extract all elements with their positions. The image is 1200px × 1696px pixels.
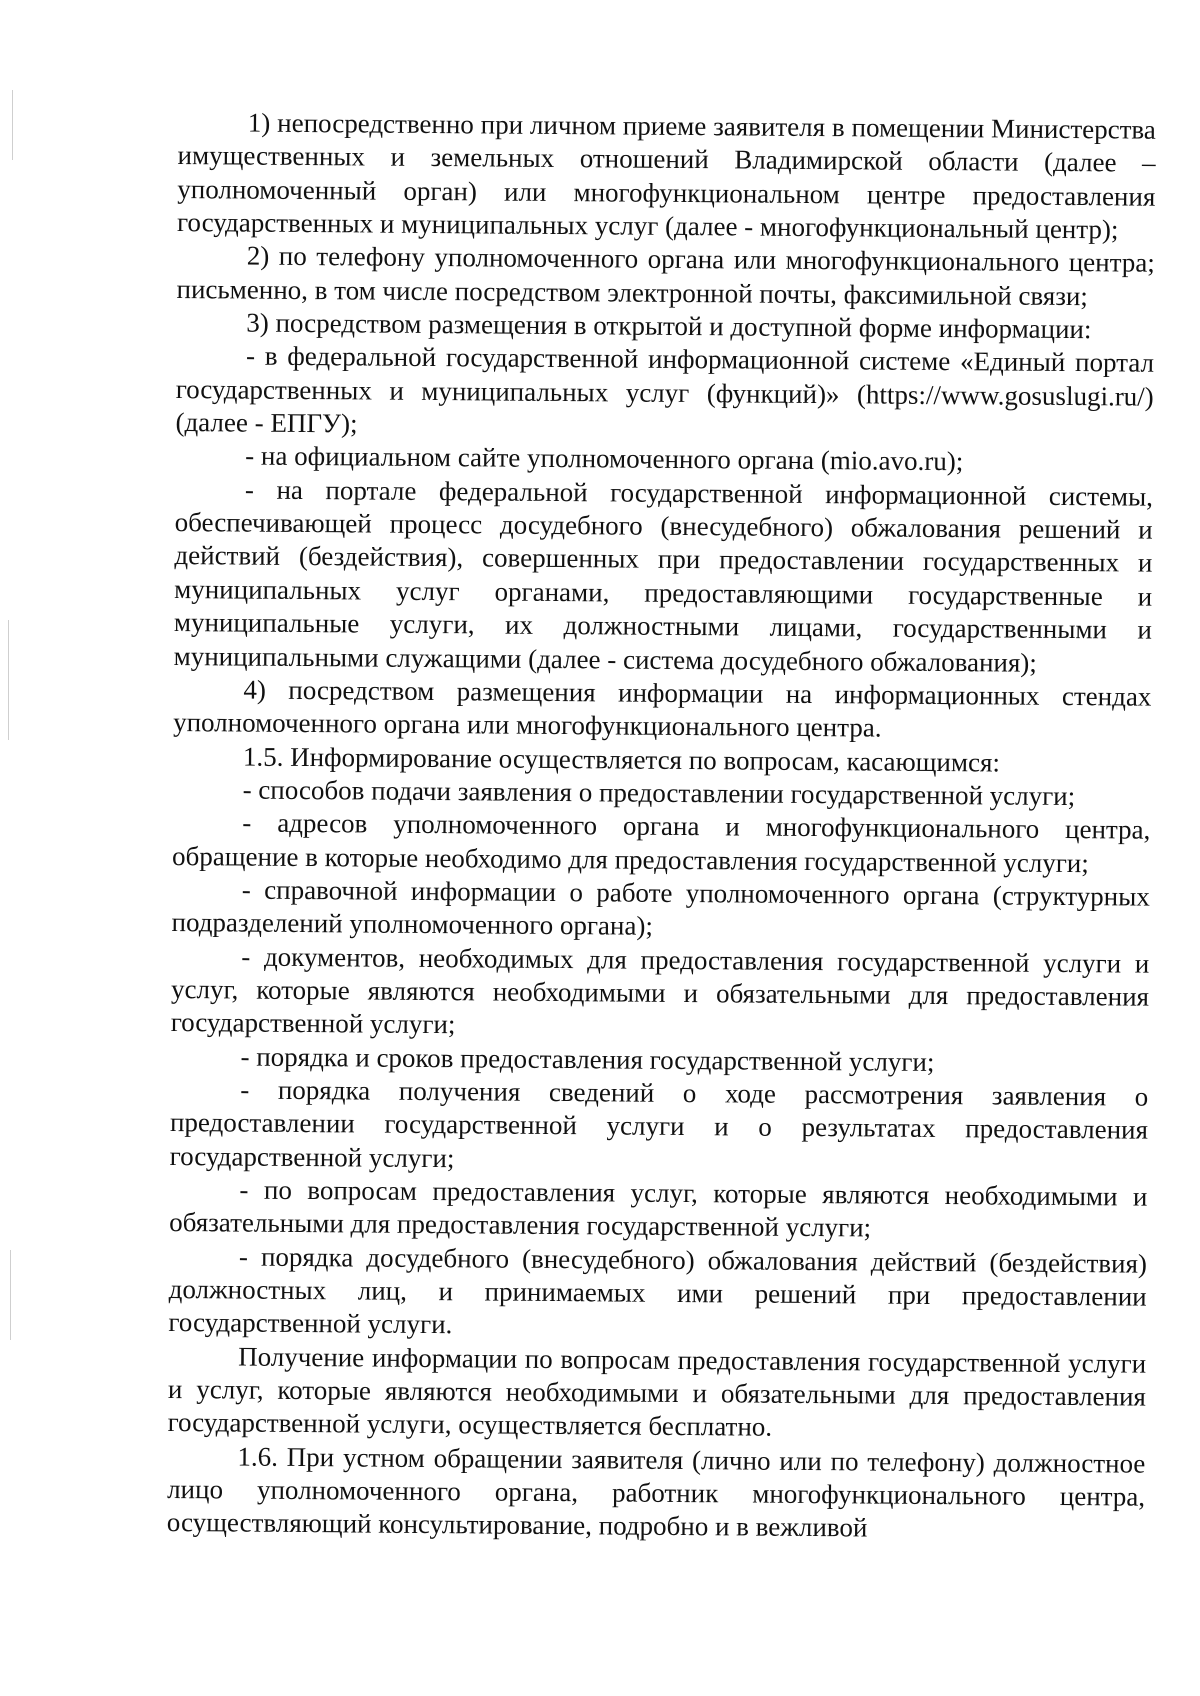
paragraph: - адресов уполномоченного органа и многофункционального центра, обращение в которые необходимо для предоставления государственной услуги; <box>171 807 1151 878</box>
paragraph: - способов подачи заявления о предоставлении государственной услуги; <box>242 774 1076 811</box>
scan-edge-mark <box>12 90 13 160</box>
paragraph: 2) по телефону уполномоченного органа или многофункционального центра; письменно, в том числе посредством электронной почты, факсимильной связи; <box>176 240 1155 311</box>
scan-edge-mark <box>10 1250 11 1340</box>
scan-edge-mark <box>8 620 9 740</box>
paragraph: - порядка и сроков предоставления государственной услуги; <box>240 1041 935 1077</box>
paragraph: - порядка досудебного (внесудебного) обжалования действий (бездействия) должностных лиц, и принимаемых ими решений при предоставлении государственной услуги. <box>168 1241 1148 1340</box>
paragraph: 1.6. При устном обращении заявителя (лично или по телефону) должностное лицо уполномоченного органа, работник многофункционального центра, осуществляющий консультирование, подробно и в вежливой <box>166 1441 1146 1543</box>
paragraph: - в федеральной государственной информационной системе «Единый портал государственных и муниципальных услуг (функций)» (https://www.gosuslugi.ru/) (далее - ЕПГУ); <box>175 340 1155 439</box>
paragraph: 1) непосредственно при личном приеме заявителя в помещении Министерства имущественных и земельных отношений Владимирской области (далее – уполномоченный орган) или многофункциональном центре предоставления государственных и муниципальных услуг (далее - многофункциональный центр); <box>176 107 1156 245</box>
document-body <box>167 106 1156 1547</box>
paragraph: - по вопросам предоставления услуг, которые являются необходимыми и обязательными для предоставления государственной услуги; <box>169 1174 1148 1243</box>
paragraph: - справочной информации о работе уполномоченного органа (структурных подразделений уполномоченного органа); <box>171 874 1150 942</box>
paragraph: - на официальном сайте уполномоченного органа (mio.avo.ru); <box>245 440 964 477</box>
paragraph: 1.5. Информирование осуществляется по вопросам, касающимся: <box>242 741 1001 778</box>
paragraph: - порядка получения сведений о ходе рассмотрения заявления о предоставлении государственной услуги и о результатах предоставления государственной услуги; <box>169 1074 1149 1173</box>
paragraph: Получение информации по вопросам предоставления государственной услуги и услуг, которые являются необходимыми и обязательными для предоставления государственной услуги, осуществляется бесплатно. <box>167 1341 1147 1443</box>
paragraph: - на портале федеральной государственной информационной системы, обеспечивающей процесс досудебного (внесудебного) обжалования решений и действий (бездействия), совершенных при предоставлении государственных и муниципальных услуг органами, предоставляющими государственные и муниципальные услуги, их должностными лицами, государственными и муниципальными служащими (далее - система досудебного обжалования); <box>173 474 1154 678</box>
paragraph: 3) посредством размещения в открытой и доступной форме информации: <box>246 307 1092 345</box>
paragraph: 4) посредством размещения информации на информационных стендах уполномоченного органа или многофункционального центра. <box>173 674 1152 743</box>
paragraph: - документов, необходимых для предоставления государственной услуги и услуг, которые являются необходимыми и обязательными для предоставления государственной услуги; <box>170 941 1150 1040</box>
